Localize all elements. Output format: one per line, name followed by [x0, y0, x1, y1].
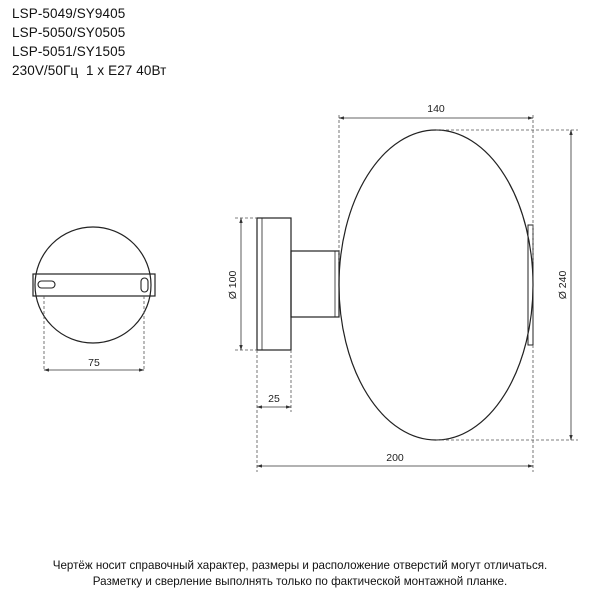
disclaimer-note — [0, 558, 600, 590]
dim-label-75: 75 — [88, 357, 100, 369]
dim-label-140: 140 — [427, 103, 445, 115]
mounting-bracket — [33, 274, 155, 296]
disclaimer-line-2: Разметку и сверление выполнять только по фактической монтажной планке. — [92, 575, 508, 588]
front-view — [33, 227, 155, 370]
dim-base-depth — [257, 350, 291, 472]
electrical-spec: 230V/50Гц 1 x E27 40Вт — [12, 63, 167, 78]
base-plate-front-circle — [35, 227, 151, 343]
model-code-3: LSP-5051/SY1505 — [12, 44, 126, 59]
dim-label-d240: Ø 240 — [557, 270, 569, 300]
bracket-slot-right — [141, 278, 148, 292]
bracket-slot-left — [38, 281, 55, 288]
side-view — [257, 130, 533, 440]
glass-shade — [339, 130, 533, 440]
model-code-1: LSP-5049/SY9405 — [12, 6, 126, 21]
dim-base-diameter — [227, 218, 257, 350]
dim-label-d100: Ø 100 — [227, 270, 239, 300]
model-code-2: LSP-5050/SY0505 — [12, 25, 126, 40]
dim-shade-width — [339, 103, 533, 262]
stem — [291, 251, 339, 317]
dim-label-25: 25 — [268, 393, 280, 405]
dim-total-depth — [257, 345, 533, 472]
disclaimer-line-1: Чертёж носит справочный характер, размеры и расположение отверстий могут отличаться. — [52, 559, 548, 572]
dim-shade-height — [436, 130, 578, 440]
dim-label-200: 200 — [386, 452, 404, 464]
shade-cap — [528, 225, 533, 345]
